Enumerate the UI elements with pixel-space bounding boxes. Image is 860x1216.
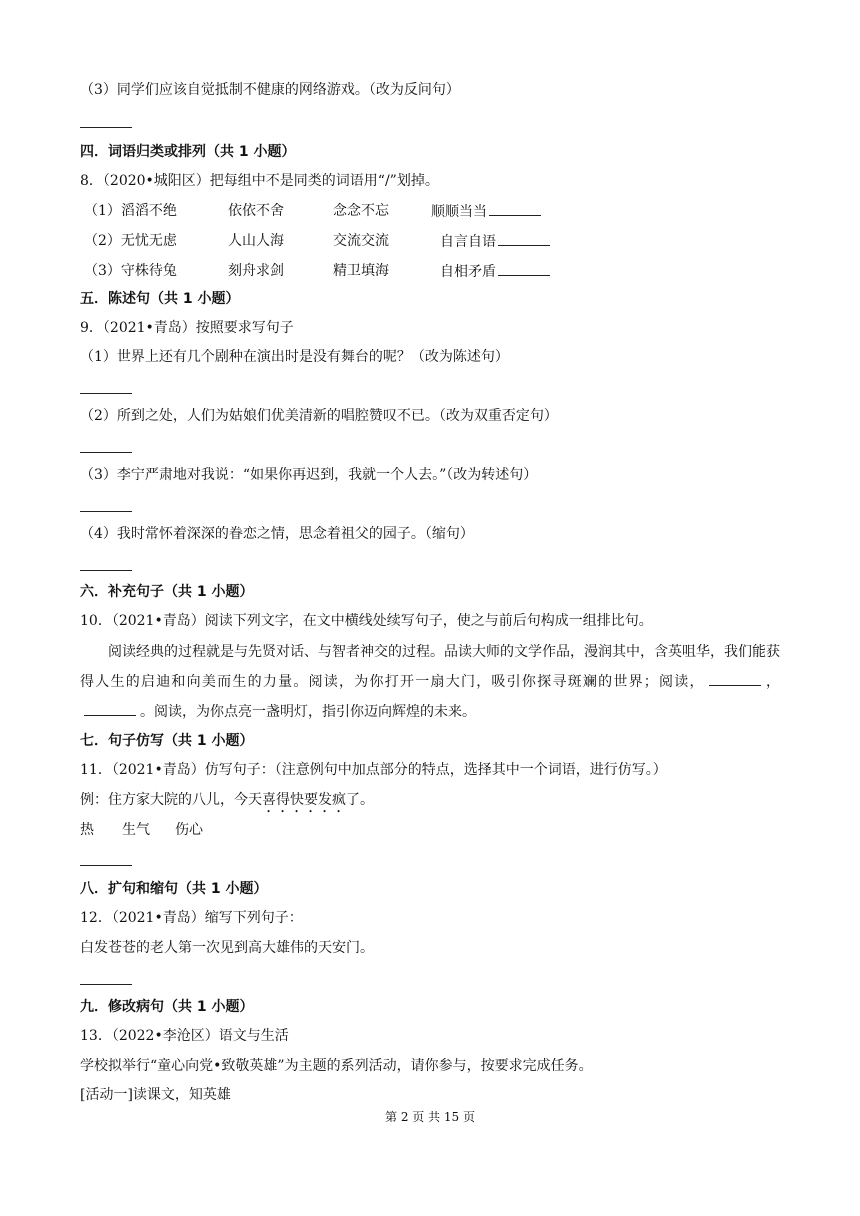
answer-blank: [80, 570, 132, 571]
q8-row1-word1: （1）滔滔不绝: [84, 203, 177, 219]
q8-row1-word4: 顺顺当当: [431, 201, 541, 222]
answer-blank: [80, 511, 132, 512]
q7-item-3: （3）同学们应该自觉抵制不健康的网络游戏。（改为反问句）: [80, 82, 460, 98]
answer-blank: [709, 671, 761, 686]
q8-row1-word2: 依依不舍: [228, 203, 284, 219]
q11-option-1: 热: [80, 822, 94, 838]
q8-row2-word2: 人山人海: [228, 233, 284, 249]
q11-example: 例：住方家大院的八儿，今天喜得快要发疯了。: [80, 792, 374, 808]
q11-option-2: 生气: [122, 822, 150, 838]
q12-sentence: 白发苍苍的老人第一次见到高大雄伟的天安门。: [80, 940, 374, 956]
q8-row3-word1: （3）守株待兔: [84, 263, 177, 279]
section-heading-4: 四．词语归类或排列（共 1 小题）: [80, 144, 296, 160]
q11-option-3: 伤心: [175, 822, 203, 838]
q13-line-2: [活动一]读课文，知英雄: [80, 1087, 231, 1103]
section-heading-8: 八．扩句和缩句（共 1 小题）: [80, 881, 268, 897]
q8-row2-word1: （2）无忧无虑: [84, 233, 177, 249]
q8-row2-word4: 自言自语: [440, 231, 550, 252]
answer-blank: [84, 701, 136, 716]
answer-blank: [80, 452, 132, 453]
q8-row2-word3: 交流交流: [333, 233, 389, 249]
q9-item-4: （4）我时常怀着深深的眷恋之情，思念着祖父的园子。（缩句）: [80, 526, 474, 542]
q9-item-3: （3）李宁严肃地对我说：“如果你再迟到，我就一个人去。”（改为转述句）: [80, 467, 538, 483]
q9-item-1: （1）世界上还有几个剧种在演出时是没有舞台的呢？（改为陈述句）: [80, 349, 509, 365]
dotted-phrase: 喜得快要发疯: [262, 792, 346, 808]
answer-blank: [80, 127, 132, 128]
answer-blank: [80, 865, 132, 866]
section-heading-5: 五．陈述句（共 1 小题）: [80, 291, 240, 307]
q8-stem: 8．（2020•城阳区）把每组中不是同类的词语用“/”划掉。: [80, 173, 439, 189]
q10-passage: 阅读经典的过程就是与先贤对话、与智者神交的过程。品读大师的文学作品，漫润其中，含英咀华，我们能获得人生的启迪和向美而生的力量。阅读，为你打开一扇大门，吸引你探寻斑斓的世界；阅读， ，。阅读，为你点亮一盏明灯，指引你迈向辉煌的未来。: [80, 644, 781, 720]
q9-stem: 9．（2021•青岛）按照要求写句子: [80, 320, 294, 336]
answer-blank: [498, 231, 550, 246]
q13-line-1: 学校拟举行“童心向党•致敬英雄”为主题的系列活动，请你参与，按要求完成任务。: [80, 1058, 593, 1074]
section-heading-7: 七．句子仿写（共 1 小题）: [80, 733, 254, 749]
q8-row3-word4: 自相矛盾: [440, 261, 550, 282]
answer-blank: [80, 984, 132, 985]
q9-item-2: （2）所到之处，人们为姑娘们优美清新的唱腔赞叹不已。（改为双重否定句）: [80, 408, 558, 424]
answer-blank: [80, 393, 132, 394]
q8-row3-word2: 刻舟求剑: [228, 263, 284, 279]
answer-blank: [489, 201, 541, 216]
q10-stem: 10．（2021•青岛）阅读下列文字，在文中横线处续写句子，使之与前后句构成一组排比句。: [80, 613, 653, 629]
q8-row1-word3: 念念不忘: [333, 203, 389, 219]
section-heading-6: 六．补充句子（共 1 小题）: [80, 584, 254, 600]
q12-stem: 12．（2021•青岛）缩写下列句子：: [80, 910, 303, 926]
page-footer: 第 2 页 共 15 页: [385, 1110, 475, 1124]
q13-stem: 13．（2022•李沧区）语文与生活: [80, 1028, 289, 1044]
answer-blank: [498, 261, 550, 276]
section-heading-9: 九．修改病句（共 1 小题）: [80, 999, 254, 1015]
q11-stem: 11．（2021•青岛）仿写句子：（注意例句中加点部分的特点，选择其中一个词语，进行仿写。）: [80, 762, 667, 778]
q8-row3-word3: 精卫填海: [333, 263, 389, 279]
